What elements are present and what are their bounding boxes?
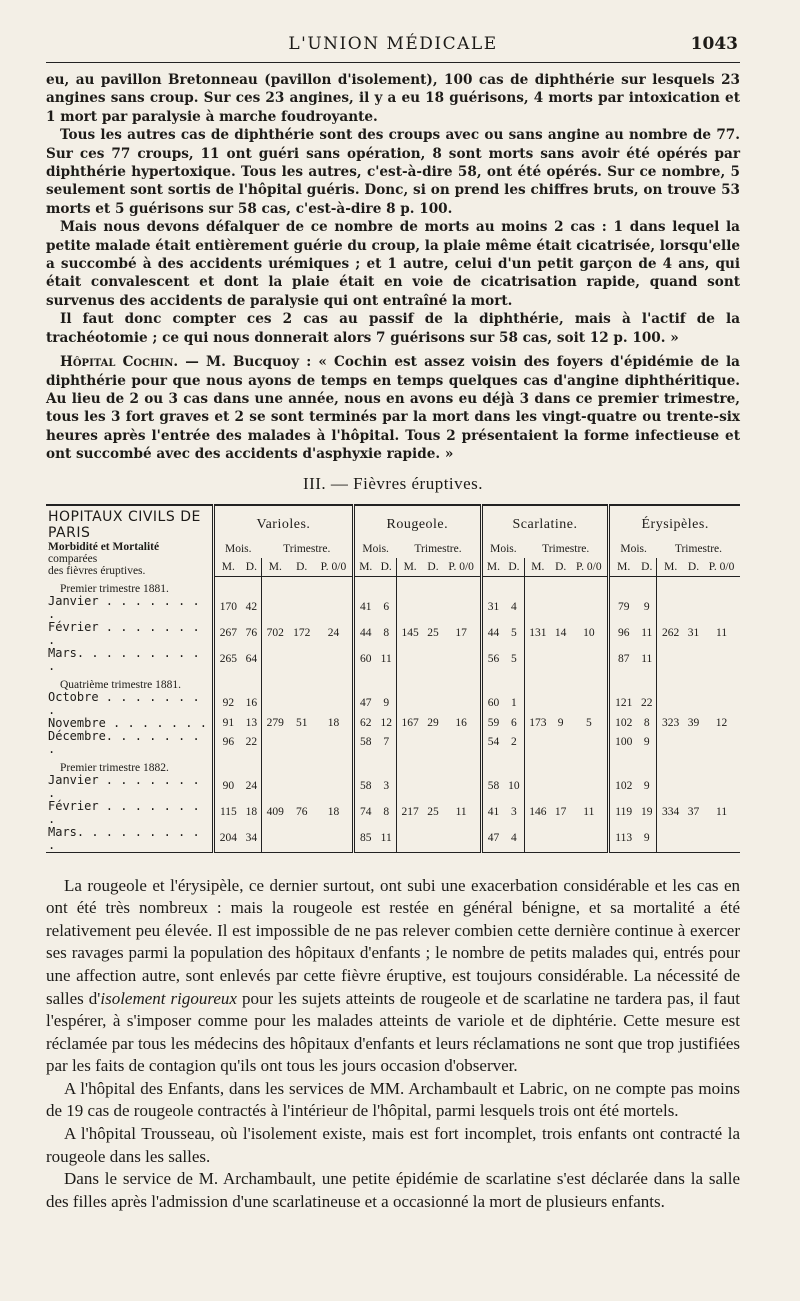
trimestre-p-value: 17 [455,627,467,640]
month-d-value: 19 [640,806,653,819]
col-mois-header: Mois. [353,541,396,559]
month-d-value: 5 [511,653,517,666]
table-row [46,826,740,853]
col-m-header: M. [262,558,289,576]
trimestre-p-value: 5 [585,716,592,729]
month-m-value: 170 [219,601,237,614]
disease-header-scarlatine: Scarlatine. [481,505,609,541]
intro-paragraph-4: Il faut donc compter ces 2 cas au passif de la diphthérie, mais à l'actif de la trachéotomie ; ce qui nous donnerait alors 7 guérisons sur 58 cas, soit 12 p. 100. » [46,311,740,346]
intro-paragraph-2: Tous les autres cas de diphthérie sont des croups avec ou sans angine au nombre de 77. Sur ces 77 croups, 11 ont guéri sans opération, 8 sont morts sans avoir été opérés par diphthérie hypertoxique. Tous les autres, c'est-à-dire 58, ont été opérés. Sur ce nombre, 5 seulement sont sortis de l'hôpital guéris. Donc, si on prend les chiffres bruts, on trouve 53 morts et 5 guérisons sur 58 cas, c'est-à-dire 8 p. 100. [46,127,740,217]
trimestre-m-value: 131 [524,621,551,647]
month-label: Mars. . . . . . . . . . [46,647,214,673]
period-label: Premier trimestre 1881. [46,577,214,595]
period-label: Premier trimestre 1882. [46,756,214,774]
cochin-paragraph [46,353,740,463]
month-m-value: 79 [609,595,637,621]
month-d-value: 11 [641,653,653,666]
month-d-value: 4 [511,832,517,845]
month-d-value: 1 [511,697,517,710]
month-m-value: 58 [353,730,376,756]
disease-header-erysipeles: Érysipèles. [609,505,740,541]
col-m-header: M. [214,558,242,576]
table-row [46,717,740,730]
trimestre-p-value: 18 [327,806,340,819]
month-m-value: 74 [353,800,376,826]
trimestre-m-value: 262 [657,621,684,647]
month-d-value: 9 [643,601,650,614]
month-m-value: 92 [222,697,235,710]
month-d-value: 3 [511,806,517,819]
month-d-value: 9 [643,736,650,749]
month-m-value: 41 [481,800,504,826]
trimestre-p-value: 12 [715,716,728,729]
table-row [46,691,740,717]
col-p-header: P. 0/0 [443,558,482,576]
trimestre-m-value: 409 [262,800,289,826]
intro-paragraph-1: eu, au pavillon Bretonneau (pavillon d'isolement), 100 cas de diphthérie sur lesquels 23 angines sans croup. Sur ces 23 angines, il y a eu 18 guérisons, 4 morts par intoxication et 1 mort par paralysie à marche foudroyante. [46,72,740,125]
month-d-value: 8 [383,627,390,640]
month-m-value: 119 [609,800,637,826]
trimestre-p-value: 24 [327,627,340,640]
trimestre-p-value: 11 [716,627,728,640]
month-label: Mars. . . . . . . . . . [46,826,214,853]
month-m-value: 58 [353,774,376,800]
month-d-value: 6 [383,601,390,614]
month-d-value: 4 [511,601,517,614]
month-m-value: 62 [353,717,376,730]
month-label: Janvier . . . . . . . . [46,595,214,621]
trimestre-p-value: 11 [455,806,467,819]
table-row [46,647,740,673]
col-m-header: M. [396,558,423,576]
month-m-value: 121 [609,691,637,717]
table-title: HOPITAUX CIVILS DE PARIS [46,505,214,541]
trimestre-m-value: 702 [262,621,289,647]
body-paragraph-3: A l'hôpital Trousseau, où l'isolement existe, mais est fort incomplet, trois enfants ont contracté la rougeole dans les salles. [46,1124,740,1166]
trimestre-p-value: 11 [583,806,595,819]
month-m-value: 96 [222,736,235,749]
trimestre-d-value: 172 [293,627,311,640]
month-d-value: 24 [245,780,258,793]
col-trimestre-header: Trimestre. [674,543,723,556]
month-d-value: 9 [643,780,650,793]
col-m-header: M. [481,558,504,576]
body-paragraph-1: La rougeole et l'érysipèle, ce dernier surtout, ont subi une exacerbation considérable et les cas en ont été très nombreux : mais la rougeole est restée en général bénigne, et sa mortalité a été relativement peu élevée. Il est impossible de ne pas relever combien cette dernière continue à exercer ses ravages parmi la population des hôpitaux d'enfants ; le nombre de petits malades qui, entrés pour une affection autre, sont enlevés par cette fièvre éruptive, est toujours considérable. La nécessité de salles d'isolement rigoureux pour les sujets atteints de rougeole et de scarlatine ne tardera pas, il faut l'espérer, à s'imposer comme pour les malades atteints de variole et de diphtérie. Cette mesure est réclamée par tous les médecins des hôpitaux d'enfants et leurs réclamations ne sont que trop justifiées par les faits de contagion qu'ils ont tous les jours occasion d'observer. [46,875,740,1076]
col-mois-header: Mois. [481,541,524,559]
table-subtitle-3: des fièvres éruptives. [48,564,146,577]
page-number: 1043 [690,34,738,54]
month-d-value: 12 [380,716,392,729]
running-head [46,28,740,63]
month-m-value: 31 [481,595,504,621]
month-d-value: 76 [245,627,258,640]
month-m-value: 44 [481,621,504,647]
month-d-value: 22 [640,697,653,710]
month-d-value: 9 [383,697,390,710]
month-m-value: 47 [353,691,376,717]
month-m-value: 59 [481,717,504,730]
trimestre-m-value: 279 [262,717,289,730]
month-d-value: 3 [383,780,390,793]
col-trimestre-header: Trimestre. [414,543,462,556]
month-m-value: 58 [481,774,504,800]
month-d-value: 42 [245,601,258,614]
month-label: Février . . . . . . . . [46,800,214,826]
col-p-header: P. 0/0 [315,558,354,576]
trimestre-d-value: 29 [427,716,439,729]
trimestre-m-value: 167 [396,717,423,730]
month-d-value: 9 [643,832,650,845]
trimestre-m-value: 173 [524,717,551,730]
trimestre-p-value: 10 [583,627,595,640]
month-d-value: 18 [245,806,258,819]
journal-title: L'UNION MÉDICALE [288,34,498,54]
month-d-value: 8 [643,716,650,729]
body-paragraph-2: A l'hôpital des Enfants, dans les services de MM. Archambault et Labric, on ne compte pas moins de 19 cas de rougeole contractés à l'intérieur de l'hôpital, parmi lesquels trois ont été mortels. [46,1078,740,1121]
trimestre-d-value: 17 [554,806,567,819]
col-d-header: D. [504,558,524,576]
table-row [46,621,740,647]
col-p-header: P. 0/0 [703,558,740,576]
col-trimestre-header: Trimestre. [542,543,590,556]
trimestre-d-value: 25 [427,627,439,640]
col-d-header: D. [377,558,397,576]
month-m-value: 54 [481,730,504,756]
trimestre-d-value: 39 [687,716,700,729]
trimestre-d-value: 76 [295,806,308,819]
month-m-value: 87 [609,647,637,673]
col-p-header: P. 0/0 [570,558,609,576]
trimestre-d-value: 14 [554,627,567,640]
trimestre-d-value: 51 [295,716,308,729]
trimestre-d-value: 25 [427,806,439,819]
disease-header-rougeole: Rougeole. [353,505,481,541]
month-m-value: 265 [219,653,237,666]
month-label: Octobre . . . . . . . . [46,691,214,717]
period-row [46,577,740,595]
period-label: Quatrième trimestre 1881. [46,673,214,691]
month-d-value: 11 [380,653,392,666]
month-m-value: 113 [609,826,637,853]
month-d-value: 10 [508,780,520,793]
trimestre-d-value: 37 [687,806,700,819]
col-d-header: D. [684,558,703,576]
period-row [46,673,740,691]
col-m-header: M. [524,558,551,576]
col-d-header: D. [637,558,657,576]
trimestre-p-value: 18 [327,716,340,729]
table-row [46,800,740,826]
trimestre-d-value: 9 [557,716,564,729]
month-d-value: 16 [245,697,258,710]
col-m-header: M. [657,558,684,576]
month-d-value: 7 [383,736,390,749]
month-m-value: 56 [481,647,504,673]
month-m-value: 115 [219,806,237,819]
month-m-value: 102 [609,774,637,800]
col-d-header: D. [551,558,570,576]
month-d-value: 8 [383,806,390,819]
month-d-value: 5 [511,627,517,640]
table-subtitle-2: comparées [48,552,98,565]
month-label: Janvier . . . . . . . . [46,774,214,800]
period-row [46,756,740,774]
intro-paragraph-3: Mais nous devons défalquer de ce nombre de morts au moins 2 cas : 1 dans lequel la petite malade était entièrement guérie du croup, la plaie même était cicatrisée, lorsqu'elle a succombé à des accidents urémiques ; et 1 autre, celui d'un petit garçon de 4 ans, qui était convalescent et dont la plaie était en voie de cicatrisation rapide, quand sont survenus des accidents de paralysie qui ont entraîné la mort. [46,219,741,309]
trimestre-m-value: 217 [396,800,423,826]
trimestre-m-value: 323 [657,717,684,730]
month-m-value: 60 [481,691,504,717]
month-m-value: 90 [222,780,235,793]
month-m-value: 100 [609,730,637,756]
table-subtitle-1: Morbidité et Mortalité [48,540,160,553]
trimestre-d-value: 31 [687,627,700,640]
section-title [46,474,740,494]
disease-header-varioles: Varioles. [256,516,311,532]
trimestre-m-value: 145 [396,621,423,647]
month-m-value: 91 [222,716,235,729]
col-mois-header: Mois. [609,541,657,559]
col-m-header: M. [353,558,376,576]
month-d-value: 64 [245,653,258,666]
month-m-value: 44 [353,621,376,647]
month-d-value: 11 [641,627,653,640]
emphasis-isolement: isolement rigoureux [100,988,237,1008]
eruptive-fevers-table [46,504,740,861]
table-row [46,595,740,621]
month-m-value: 267 [219,627,237,640]
col-d-header: D. [242,558,262,576]
table-subtitle [46,541,214,577]
trimestre-p-value: 11 [716,806,728,819]
col-mois-header: Mois. [225,543,252,556]
body-paragraph-4: Dans le service de M. Archambault, une petite épidémie de scarlatine s'est déclarée dans la salle des filles après l'admission d'une scarlatineuse et a occasionné la mort de plusieurs enfants. [46,1169,740,1211]
cochin-text: — M. Bucquoy : « Cochin est assez voisin des foyers d'épidémie de la diphthérie pour que nous ayons de temps en temps quelques cas d'angine diphthéritique. Au lieu de 2 ou 3 cas dans une année, nous en avons eu déjà 3 dans ce premier trimestre, tous les 3 fort graves et 2 se sont terminés par la mort dans les vingt-quatre ou trente-six heures après l'entrée des malades à l'hôpital. Tous 2 présentaient la forme infectieuse et ont succombé avec des accidents d'asphyxie rapide. » [46,354,740,463]
col-trimestre-header: Trimestre. [283,543,331,556]
month-m-value: 85 [353,826,376,853]
month-label: Décembre. . . . . . . . [46,730,214,756]
table-row [46,774,740,800]
month-m-value: 47 [481,826,504,853]
month-m-value: 204 [219,832,237,845]
month-m-value: 41 [353,595,376,621]
month-d-value: 2 [511,736,517,749]
month-m-value: 102 [609,717,637,730]
section-title-text: III. — Fièvres éruptives. [302,473,484,493]
month-m-value: 96 [609,621,637,647]
month-d-value: 11 [380,832,392,845]
col-m-header: M. [609,558,637,576]
month-label: Novembre . . . . . . . [46,717,214,730]
month-d-value: 6 [511,716,517,729]
month-d-value: 22 [245,736,258,749]
trimestre-m-value: 146 [524,800,551,826]
col-d-header: D. [289,558,315,576]
cochin-label: Hôpital Cochin. [60,354,179,371]
trimestre-p-value: 16 [455,716,467,729]
table-row [46,730,740,756]
month-m-value: 60 [353,647,376,673]
month-d-value: 34 [245,832,258,845]
trimestre-m-value: 334 [657,800,684,826]
month-d-value: 13 [245,716,258,729]
month-label: Février . . . . . . . . [46,621,214,647]
col-d-header: D. [423,558,442,576]
